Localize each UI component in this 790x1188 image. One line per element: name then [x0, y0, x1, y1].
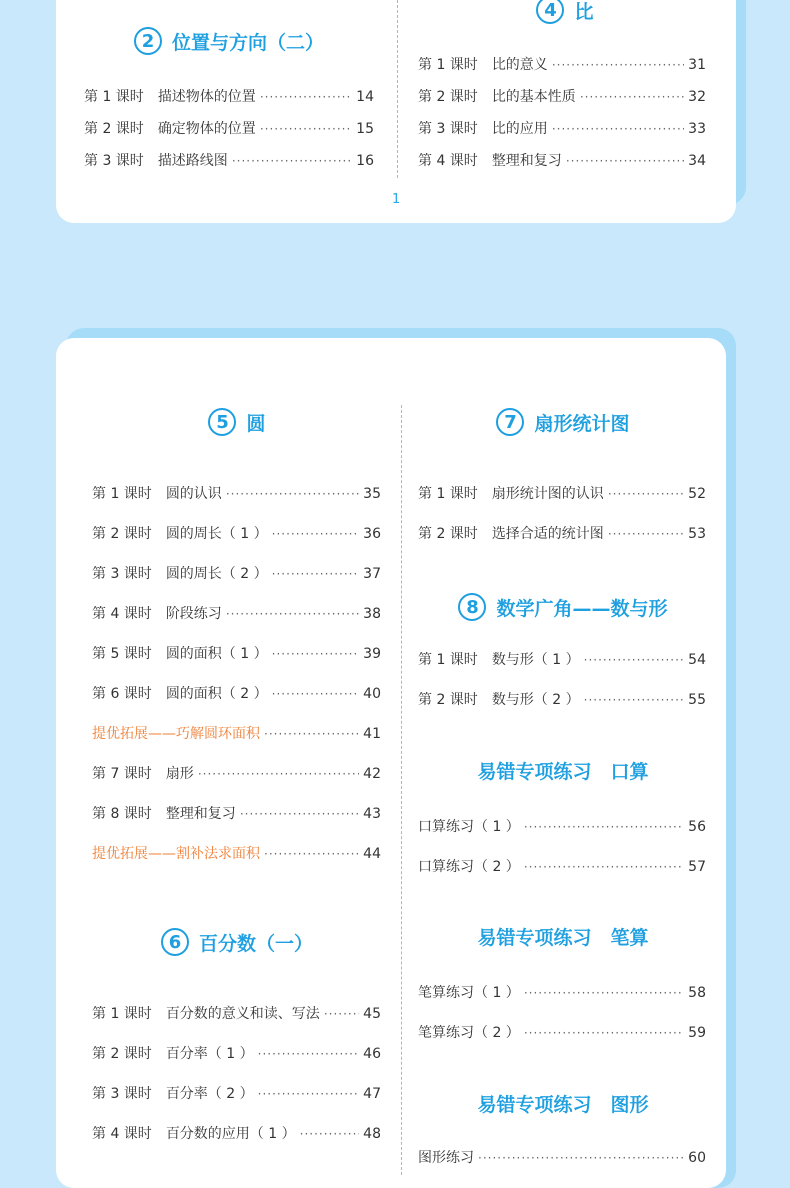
lesson-label: 第 1 课时: [84, 89, 144, 105]
dot-leader: [272, 685, 359, 703]
entry-page-number: 32: [688, 89, 706, 105]
toc-entry[interactable]: [418, 525, 706, 543]
entry-page-number: 46: [363, 1046, 381, 1062]
toc-entry[interactable]: [418, 691, 706, 709]
section-title-4: [420, 0, 710, 24]
section-title-2: [84, 27, 374, 55]
entry-title: 数与形（ 1 ）: [491, 652, 580, 668]
section-number-badge: 8: [458, 593, 486, 621]
entry-title: 阶段练习: [165, 606, 222, 622]
section-title-text: 数学广角——数与形: [496, 597, 668, 620]
lesson-label: 第 2 课时: [418, 692, 478, 708]
toc-entry[interactable]: [92, 805, 381, 823]
dot-leader: [580, 88, 684, 106]
dot-leader: [524, 858, 684, 876]
lesson-label: 第 1 课时: [418, 486, 478, 502]
dot-leader: [232, 152, 352, 170]
entry-title: 口算练习（ 2 ）: [418, 859, 520, 875]
toc-entry[interactable]: [418, 120, 706, 138]
toc-entry[interactable]: [418, 152, 706, 170]
entry-page-number: 45: [363, 1006, 381, 1022]
section-number-badge: 4: [536, 0, 564, 24]
dot-leader: [524, 818, 684, 836]
dot-leader: [260, 120, 352, 138]
lesson-label: 第 6 课时: [92, 686, 152, 702]
entry-page-number: 59: [688, 1025, 706, 1041]
entry-title: 比的应用: [491, 121, 548, 137]
entry-page-number: 56: [688, 819, 706, 835]
entry-title: 百分数的应用（ 1 ）: [165, 1126, 296, 1142]
toc-entry[interactable]: [418, 858, 706, 876]
dot-leader: [478, 1149, 684, 1167]
dot-leader: [240, 805, 359, 823]
entry-title: 提优拓展——巧解圆环面积: [92, 726, 260, 742]
entry-page-number: 40: [363, 686, 381, 702]
dot-leader: [324, 1005, 359, 1023]
toc-entry[interactable]: [92, 645, 381, 663]
entry-title: 比的基本性质: [491, 89, 576, 105]
section-number-badge: 7: [496, 408, 524, 436]
dot-leader: [226, 605, 359, 623]
dot-leader: [272, 525, 359, 543]
lesson-label: 第 5 课时: [92, 646, 152, 662]
dot-leader: [258, 1085, 359, 1103]
entry-page-number: 53: [688, 526, 706, 542]
entry-page-number: 43: [363, 806, 381, 822]
entry-page-number: 37: [363, 566, 381, 582]
toc-entry[interactable]: [418, 1149, 706, 1167]
page-number: 1: [392, 192, 401, 207]
entry-page-number: 36: [363, 526, 381, 542]
dot-leader: [272, 645, 359, 663]
lesson-label: 第 4 课时: [92, 1126, 152, 1142]
lesson-label: 第 1 课时: [92, 1006, 152, 1022]
section-title-7: [418, 408, 708, 436]
lesson-label: 第 1 课时: [92, 486, 152, 502]
section-number-badge: 6: [161, 928, 189, 956]
dot-leader: [300, 1125, 359, 1143]
special-title-written: 易错专项练习 笔算: [477, 927, 649, 949]
lesson-label: 第 4 课时: [92, 606, 152, 622]
toc-entry[interactable]: [92, 725, 381, 743]
toc-entry[interactable]: [92, 605, 381, 623]
entry-page-number: 48: [363, 1126, 381, 1142]
dot-leader: [258, 1045, 359, 1063]
entry-title: 确定物体的位置: [157, 121, 256, 137]
entry-page-number: 57: [688, 859, 706, 875]
entry-title: 圆的面积（ 1 ）: [165, 646, 268, 662]
toc-entry[interactable]: [84, 152, 374, 170]
entry-title: 比的意义: [491, 57, 548, 73]
bottom-divider: [401, 405, 402, 1175]
entry-title: 选择合适的统计图: [491, 526, 604, 542]
entry-page-number: 55: [688, 692, 706, 708]
entry-page-number: 58: [688, 985, 706, 1001]
entry-page-number: 14: [356, 89, 374, 105]
dot-leader: [608, 485, 684, 503]
section-title-text: 百分数（一）: [198, 932, 313, 955]
lesson-label: 第 4 课时: [418, 153, 478, 169]
entry-title: 整理和复习: [165, 806, 236, 822]
toc-entry[interactable]: [92, 1085, 381, 1103]
special-title-geometry: 易错专项练习 图形: [477, 1094, 649, 1116]
dot-leader: [552, 56, 684, 74]
toc-entry[interactable]: [92, 845, 381, 863]
dot-leader: [198, 765, 359, 783]
entry-page-number: 15: [356, 121, 374, 137]
entry-page-number: 52: [688, 486, 706, 502]
toc-entry[interactable]: [92, 565, 381, 583]
entry-page-number: 33: [688, 121, 706, 137]
section-title-text: 位置与方向（二）: [171, 31, 324, 54]
entry-title: 百分率（ 2 ）: [165, 1086, 254, 1102]
entry-title: 圆的面积（ 2 ）: [165, 686, 268, 702]
entry-page-number: 60: [688, 1150, 706, 1166]
lesson-label: 第 3 课时: [418, 121, 478, 137]
entry-title: 笔算练习（ 1 ）: [418, 985, 520, 1001]
dot-leader: [584, 651, 684, 669]
toc-entry[interactable]: [418, 485, 706, 503]
entry-page-number: 42: [363, 766, 381, 782]
toc-entry[interactable]: [418, 56, 706, 74]
lesson-label: 第 3 课时: [84, 153, 144, 169]
toc-entry[interactable]: [418, 651, 706, 669]
entry-title: 扇形: [165, 766, 194, 782]
entry-title: 图形练习: [418, 1150, 474, 1166]
toc-entry[interactable]: [418, 984, 706, 1002]
toc-entry[interactable]: [84, 120, 374, 138]
dot-leader: [608, 525, 684, 543]
section-number-badge: 2: [134, 27, 162, 55]
entry-page-number: 54: [688, 652, 706, 668]
entry-page-number: 39: [363, 646, 381, 662]
dot-leader: [552, 120, 684, 138]
entry-title: 圆的认识: [165, 486, 222, 502]
toc-entry[interactable]: [84, 88, 374, 106]
dot-leader: [264, 725, 359, 743]
lesson-label: 第 2 课时: [92, 526, 152, 542]
lesson-label: 第 2 课时: [418, 89, 478, 105]
top-divider: [397, 0, 398, 178]
section-title-text: 圆: [246, 412, 266, 435]
lesson-label: 第 3 课时: [92, 1086, 152, 1102]
section-title-6: [92, 928, 382, 956]
toc-entry[interactable]: [418, 818, 706, 836]
dot-leader: [272, 565, 359, 583]
entry-title: 提优拓展——割补法求面积: [92, 846, 260, 862]
lesson-label: 第 8 课时: [92, 806, 152, 822]
entry-title: 数与形（ 2 ）: [491, 692, 580, 708]
entry-page-number: 41: [363, 726, 381, 742]
entry-page-number: 16: [356, 153, 374, 169]
toc-entry[interactable]: [92, 485, 381, 503]
entry-page-number: 35: [363, 486, 381, 502]
entry-title: 圆的周长（ 2 ）: [165, 566, 268, 582]
toc-entry[interactable]: [418, 88, 706, 106]
lesson-label: 第 1 课时: [418, 57, 478, 73]
lesson-label: 第 7 课时: [92, 766, 152, 782]
dot-leader: [584, 691, 684, 709]
entry-title: 口算练习（ 1 ）: [418, 819, 520, 835]
toc-entry[interactable]: [92, 1125, 381, 1143]
toc-entry[interactable]: [92, 685, 381, 703]
dot-leader: [524, 1024, 684, 1042]
toc-entry[interactable]: [418, 1024, 706, 1042]
lesson-label: 第 1 课时: [418, 652, 478, 668]
entry-title: 笔算练习（ 2 ）: [418, 1025, 520, 1041]
entry-title: 扇形统计图的认识: [491, 486, 604, 502]
entry-title: 描述物体的位置: [157, 89, 256, 105]
entry-page-number: 34: [688, 153, 706, 169]
entry-title: 百分数的意义和读、写法: [165, 1006, 320, 1022]
lesson-label: 第 2 课时: [92, 1046, 152, 1062]
lesson-label: 第 3 课时: [92, 566, 152, 582]
entry-title: 百分率（ 1 ）: [165, 1046, 254, 1062]
section-title-5: [92, 408, 382, 436]
section-title-8: [418, 593, 708, 621]
section-number-badge: 5: [208, 408, 236, 436]
lesson-label: 第 2 课时: [418, 526, 478, 542]
toc-entry[interactable]: [92, 1005, 381, 1023]
dot-leader: [260, 88, 352, 106]
entry-page-number: 38: [363, 606, 381, 622]
toc-entry[interactable]: [92, 765, 381, 783]
dot-leader: [524, 984, 684, 1002]
toc-entry[interactable]: [92, 1045, 381, 1063]
toc-entry[interactable]: [92, 525, 381, 543]
entry-title: 描述路线图: [157, 153, 228, 169]
lesson-label: 第 2 课时: [84, 121, 144, 137]
dot-leader: [226, 485, 359, 503]
entry-title: 整理和复习: [491, 153, 562, 169]
dot-leader: [264, 845, 359, 863]
entry-page-number: 47: [363, 1086, 381, 1102]
entry-page-number: 44: [363, 846, 381, 862]
special-title-oral: 易错专项练习 口算: [477, 761, 649, 783]
section-title-text: 扇形统计图: [534, 412, 630, 435]
entry-title: 圆的周长（ 1 ）: [165, 526, 268, 542]
section-title-text: 比: [574, 0, 594, 23]
entry-page-number: 31: [688, 57, 706, 73]
dot-leader: [566, 152, 684, 170]
